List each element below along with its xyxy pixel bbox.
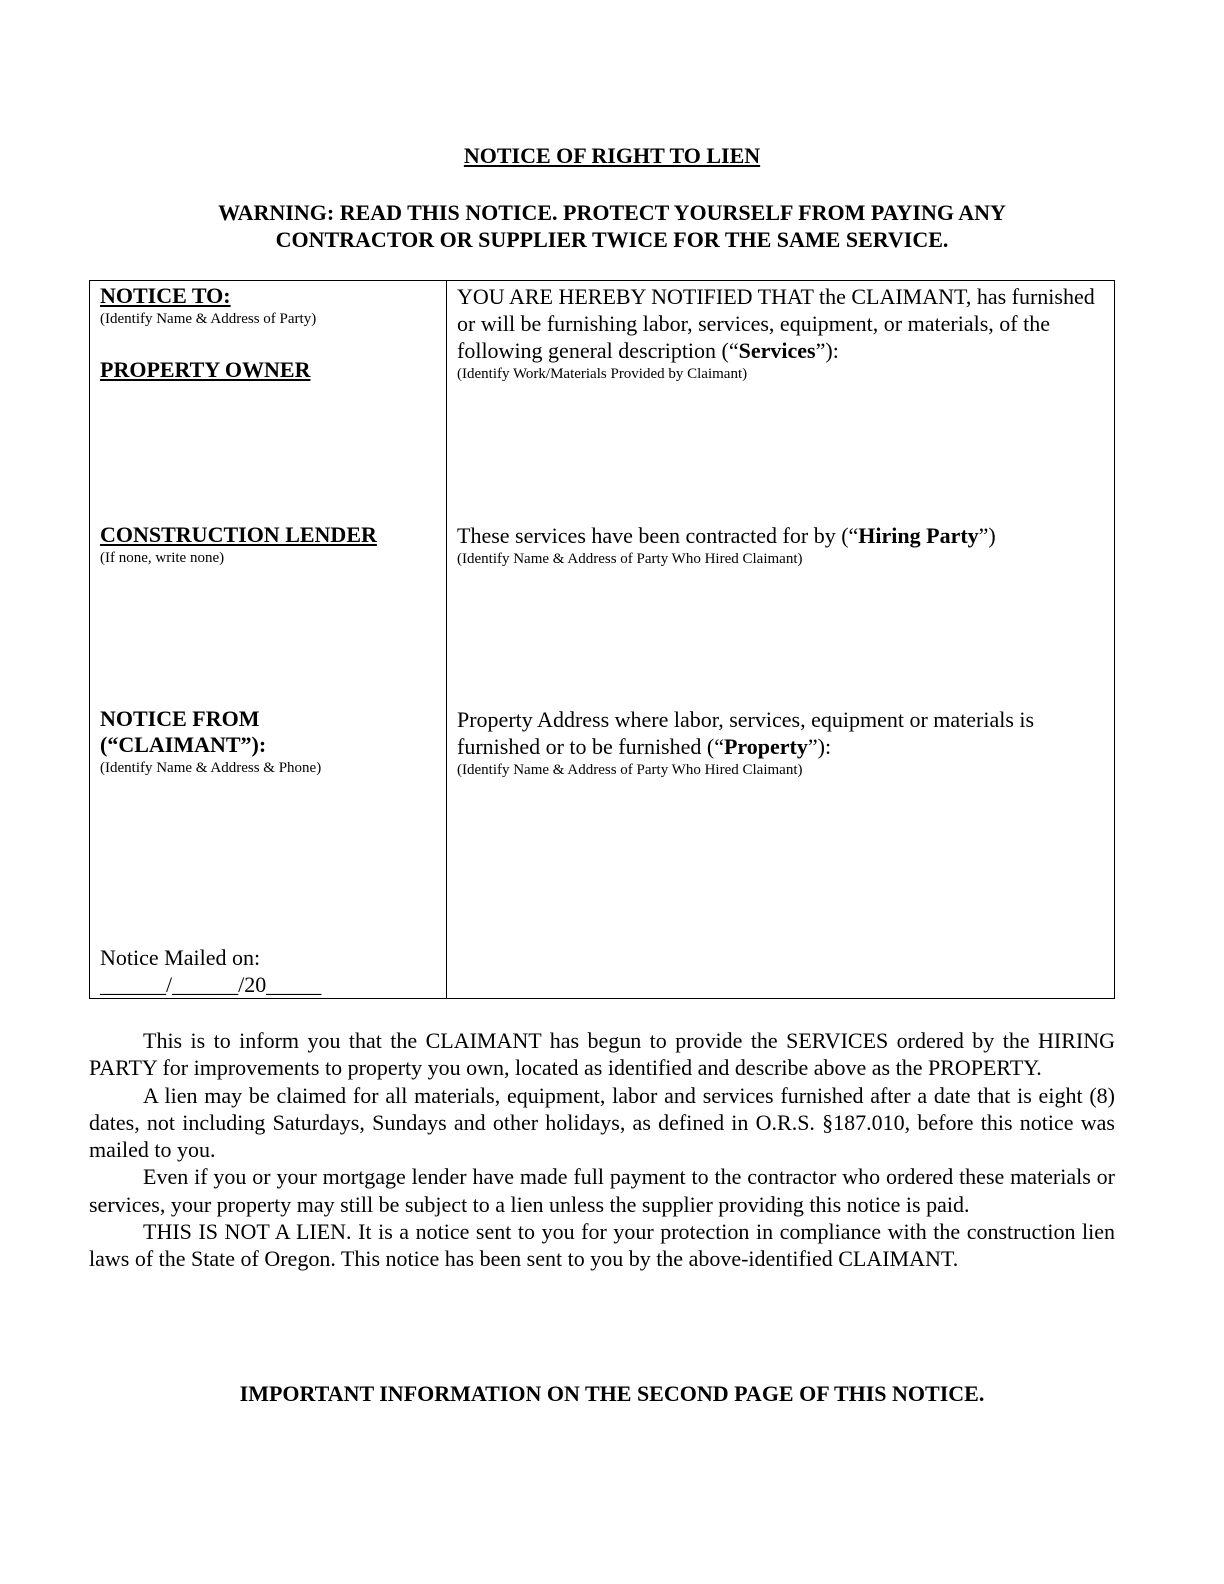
notice-to-cell[interactable] [100,283,440,329]
notice-paragraphs [89,1027,1115,1273]
paragraph-not-a-lien: THIS IS NOT A LIEN. It is a notice sent to you for your protection in compliance with the construction lien laws of the State of Oregon. This notice has been sent to you by the above-identified CLAIMANT. [89,1219,1115,1272]
column-divider [446,281,447,998]
claimant-label: (“CLAIMANT”): [100,732,267,757]
hiring-party-cell[interactable] [457,522,1102,569]
mailed-date-cell[interactable] [100,944,440,998]
paragraph-inform: This is to inform you that the CLAIMANT has begun to provide the SERVICES ordered by the HIRING PARTY for improvements to property you own, located as identified and describe above as the PROPERTY. [89,1028,1115,1081]
services-cell[interactable] [457,283,1102,384]
hiring-party-close: ”) [978,523,996,548]
construction-lender-hint: (If none, write none) [100,550,225,566]
hiring-party-statement: These services have been contracted for by (“ [457,523,859,548]
hiring-party-text [457,522,1102,549]
notice-from-hint: (Identify Name & Address & Phone) [100,760,322,776]
notice-form-table [89,280,1115,999]
services-statement: YOU ARE HEREBY NOTIFIED THAT the CLAIMANT, has furnished or will be furnishing labor, services, equipment, or materials, of the following general description (“ [457,284,1095,363]
construction-lender-cell[interactable] [100,522,440,568]
property-term: Property [723,734,808,759]
notice-to-hint: (Identify Name & Address of Party) [100,311,317,327]
hiring-party-term: Hiring Party [858,523,979,548]
property-address-cell[interactable] [457,706,1102,780]
notice-mailed-label: Notice Mailed on: [100,945,261,970]
construction-lender-label: CONSTRUCTION LENDER [100,522,377,547]
mailed-date-blank[interactable]: ______/______/20_____ [100,972,322,997]
notice-to-label: NOTICE TO: [100,283,231,308]
paragraph-lien-claim: A lien may be claimed for all materials, equipment, labor and services furnished after a date that is eight (8) dates, not including Saturdays, Sundays and other holidays, as defined in O.R.S. §187.010, before this notice was mailed to you. [89,1082,1115,1163]
property-close: ”): [807,734,832,759]
notice-from-cell[interactable] [100,706,440,778]
property-owner-label: PROPERTY OWNER [100,357,311,382]
services-term: Services [738,338,816,363]
warning-line-1: WARNING: READ THIS NOTICE. PROTECT YOURSELF FROM PAYING ANY [218,200,1006,225]
warning-heading [0,199,1224,253]
paragraph-payment: Even if you or your mortgage lender have made full payment to the contractor who ordered these materials or services, your property may still be subject to a lien unless the supplier providing this notice is paid. [89,1164,1115,1217]
services-close: ”): [815,338,839,363]
document-title: NOTICE OF RIGHT TO LIEN [463,143,761,168]
property-address-text [457,706,1102,760]
services-hint: (Identify Work/Materials Provided by Claimant) [457,366,748,382]
hiring-party-hint: (Identify Name & Address of Party Who Hired Claimant) [457,551,803,567]
footer-important-info: IMPORTANT INFORMATION ON THE SECOND PAGE OF THIS NOTICE. [239,1381,985,1406]
warning-line-2: CONTRACTOR OR SUPPLIER TWICE FOR THE SAME SERVICE. [275,227,949,252]
services-text [457,283,1102,364]
property-address-hint: (Identify Name & Address of Party Who Hired Claimant) [457,762,803,778]
property-address-statement: Property Address where labor, services, equipment or materials is furnished or to be furnished (“ [457,707,1035,759]
notice-from-label: NOTICE FROM [100,706,260,731]
